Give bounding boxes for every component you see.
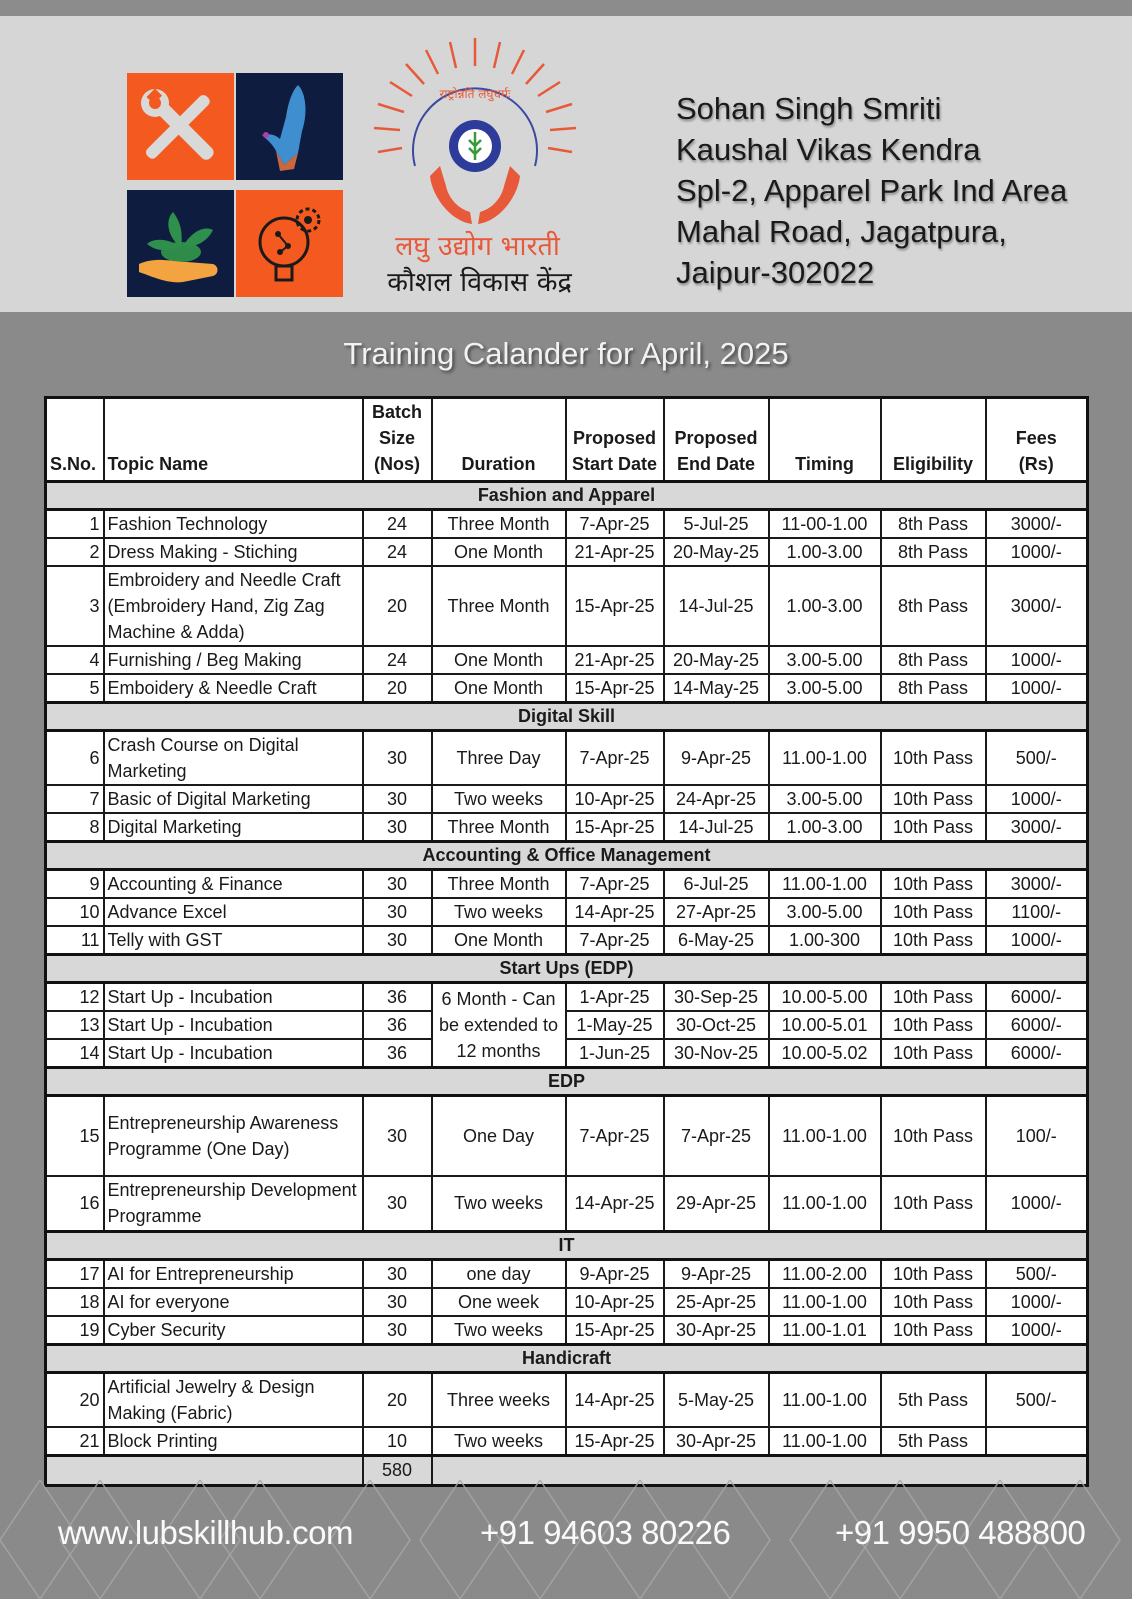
end-date-cell: 6-Jul-25	[664, 870, 769, 899]
sno-cell: 12	[46, 983, 104, 1012]
topic-cell: Advance Excel	[104, 898, 363, 926]
section-header-row	[46, 482, 1088, 510]
hand-bird-icon	[236, 73, 343, 180]
start-date-cell: 15-Apr-25	[566, 1316, 664, 1345]
timing-cell: 11.00-1.00	[769, 1288, 881, 1316]
duration-cell: One Month	[432, 926, 566, 955]
start-date-cell: 1-Apr-25	[566, 983, 664, 1012]
end-date-cell: 7-Apr-25	[664, 1096, 769, 1176]
sno-cell: 6	[46, 731, 104, 786]
start-date-cell: 21-Apr-25	[566, 538, 664, 566]
timing-cell: 11.00-1.00	[769, 870, 881, 899]
table-row	[46, 1427, 1088, 1456]
start-date-cell: 7-Apr-25	[566, 731, 664, 786]
eligibility-cell: 10th Pass	[881, 1316, 986, 1345]
topic-cell: Artificial Jewelry & Design Making (Fabric)	[104, 1373, 363, 1428]
timing-cell: 1.00-300	[769, 926, 881, 955]
timing-cell: 1.00-3.00	[769, 813, 881, 842]
table-row	[46, 1373, 1088, 1428]
org-hindi-name: लघु उद्योग भारती	[395, 231, 560, 262]
fees-cell	[986, 1427, 1088, 1456]
eligibility-cell: 8th Pass	[881, 538, 986, 566]
total-batch-cell: 580	[363, 1456, 432, 1486]
topic-cell: Block Printing	[104, 1427, 363, 1456]
sno-cell: 16	[46, 1176, 104, 1232]
end-date-cell: 25-Apr-25	[664, 1288, 769, 1316]
eligibility-cell: 8th Pass	[881, 566, 986, 646]
end-date-cell: 20-May-25	[664, 538, 769, 566]
topic-cell: Start Up - Incubation	[104, 1011, 363, 1039]
sno-cell: 8	[46, 813, 104, 842]
timing-cell: 10.00-5.02	[769, 1039, 881, 1068]
start-date-cell: 21-Apr-25	[566, 646, 664, 674]
phone-number-2[interactable]: +91 9950 488800	[835, 1514, 1086, 1551]
tools-icon	[127, 73, 234, 180]
fees-cell: 6000/-	[986, 1039, 1088, 1068]
batch-size-cell: 20	[363, 674, 432, 703]
duration-cell: One Month	[432, 674, 566, 703]
phone-number-1[interactable]: +91 94603 80226	[480, 1514, 731, 1551]
topic-cell: Crash Course on Digital Marketing	[104, 731, 363, 786]
duration-cell: One Month	[432, 646, 566, 674]
timing-cell: 11.00-2.00	[769, 1260, 881, 1289]
section-title: Handicraft	[46, 1345, 1088, 1373]
eligibility-cell: 10th Pass	[881, 1288, 986, 1316]
org-hindi-subtitle: कौशल विकास केंद्र	[387, 267, 572, 298]
end-date-cell: 14-Jul-25	[664, 566, 769, 646]
start-date-cell: 1-Jun-25	[566, 1039, 664, 1068]
section-header-row	[46, 1068, 1088, 1096]
eligibility-cell: 8th Pass	[881, 510, 986, 539]
table-row	[46, 870, 1088, 899]
fees-cell: 1000/-	[986, 674, 1088, 703]
timing-cell: 1.00-3.00	[769, 538, 881, 566]
table-row	[46, 1096, 1088, 1176]
duration-cell: Three Month	[432, 510, 566, 539]
section-header-row	[46, 703, 1088, 731]
start-date-cell: 15-Apr-25	[566, 566, 664, 646]
batch-size-cell: 10	[363, 1427, 432, 1456]
col-duration: Duration	[432, 398, 566, 482]
eligibility-cell: 10th Pass	[881, 1260, 986, 1289]
table-row	[46, 646, 1088, 674]
section-title: Fashion and Apparel	[46, 482, 1088, 510]
table-row	[46, 674, 1088, 703]
table-row	[46, 898, 1088, 926]
topic-cell: Start Up - Incubation	[104, 983, 363, 1012]
fees-cell: 6000/-	[986, 983, 1088, 1012]
start-date-cell: 10-Apr-25	[566, 1288, 664, 1316]
col-batch: Batch Size (Nos)	[363, 398, 432, 482]
sno-cell: 10	[46, 898, 104, 926]
duration-cell: Two weeks	[432, 785, 566, 813]
topic-cell: Cyber Security	[104, 1316, 363, 1345]
timing-cell: 11.00-1.00	[769, 1427, 881, 1456]
batch-size-cell: 30	[363, 1316, 432, 1345]
col-fees: Fees (Rs)	[986, 398, 1088, 482]
fees-cell: 1000/-	[986, 538, 1088, 566]
fees-cell: 6000/-	[986, 1011, 1088, 1039]
eligibility-cell: 10th Pass	[881, 983, 986, 1012]
training-calendar-table	[44, 396, 1089, 1487]
section-header-row	[46, 842, 1088, 870]
fees-cell: 3000/-	[986, 566, 1088, 646]
table-row	[46, 1039, 1088, 1068]
sno-cell: 17	[46, 1260, 104, 1289]
duration-cell: One Month	[432, 538, 566, 566]
end-date-cell: 30-Sep-25	[664, 983, 769, 1012]
sno-cell: 20	[46, 1373, 104, 1428]
address-block	[676, 88, 1067, 293]
section-title: Digital Skill	[46, 703, 1088, 731]
topic-cell: Entrepreneurship Awareness Programme (One Day)	[104, 1096, 363, 1176]
fees-cell: 1000/-	[986, 1176, 1088, 1232]
timing-cell: 11.00-1.00	[769, 731, 881, 786]
col-sno: S.No.	[46, 398, 104, 482]
batch-size-cell: 30	[363, 870, 432, 899]
sno-cell: 9	[46, 870, 104, 899]
table-row	[46, 1176, 1088, 1232]
start-date-cell: 1-May-25	[566, 1011, 664, 1039]
batch-size-cell: 24	[363, 646, 432, 674]
topic-cell: AI for Entrepreneurship	[104, 1260, 363, 1289]
sno-cell: 7	[46, 785, 104, 813]
sno-cell: 1	[46, 510, 104, 539]
table-row	[46, 538, 1088, 566]
sno-cell: 5	[46, 674, 104, 703]
sno-cell: 11	[46, 926, 104, 955]
eligibility-cell: 10th Pass	[881, 898, 986, 926]
address-line: Kaushal Vikas Kendra	[676, 132, 981, 167]
fees-cell: 1000/-	[986, 785, 1088, 813]
duration-cell: Three weeks	[432, 1373, 566, 1428]
topic-cell: Embroidery and Needle Craft (Embroidery Hand, Zig Zag Machine & Adda)	[104, 566, 363, 646]
end-date-cell: 5-May-25	[664, 1373, 769, 1428]
start-date-cell: 7-Apr-25	[566, 510, 664, 539]
sno-cell: 14	[46, 1039, 104, 1068]
timing-cell: 3.00-5.00	[769, 646, 881, 674]
timing-cell: 11.00-1.00	[769, 1096, 881, 1176]
batch-size-cell: 30	[363, 898, 432, 926]
section-title: Start Ups (EDP)	[46, 955, 1088, 983]
sno-cell: 21	[46, 1427, 104, 1456]
fees-cell: 500/-	[986, 1260, 1088, 1289]
duration-cell: Two weeks	[432, 898, 566, 926]
topic-cell: Emboidery & Needle Craft	[104, 674, 363, 703]
table-row	[46, 1011, 1088, 1039]
section-header-row	[46, 1345, 1088, 1373]
topic-cell: Basic of Digital Marketing	[104, 785, 363, 813]
fees-cell: 1000/-	[986, 646, 1088, 674]
topic-cell: Fashion Technology	[104, 510, 363, 539]
duration-cell: Two weeks	[432, 1427, 566, 1456]
timing-cell: 3.00-5.00	[769, 898, 881, 926]
topic-cell: AI for everyone	[104, 1288, 363, 1316]
col-end-date: Proposed End Date	[664, 398, 769, 482]
batch-size-cell: 30	[363, 1288, 432, 1316]
table-row	[46, 813, 1088, 842]
batch-size-cell: 30	[363, 813, 432, 842]
batch-size-cell: 24	[363, 510, 432, 539]
start-date-cell: 7-Apr-25	[566, 870, 664, 899]
topic-cell: Dress Making - Stiching	[104, 538, 363, 566]
start-date-cell: 7-Apr-25	[566, 926, 664, 955]
end-date-cell: 30-Nov-25	[664, 1039, 769, 1068]
duration-cell: One week	[432, 1288, 566, 1316]
duration-cell: One Day	[432, 1096, 566, 1176]
end-date-cell: 24-Apr-25	[664, 785, 769, 813]
end-date-cell: 5-Jul-25	[664, 510, 769, 539]
duration-cell: 6 Month - Can be extended to 12 months	[432, 983, 566, 1068]
section-header-row	[46, 955, 1088, 983]
end-date-cell: 9-Apr-25	[664, 731, 769, 786]
table-row	[46, 1260, 1088, 1289]
start-date-cell: 15-Apr-25	[566, 674, 664, 703]
table-header-row	[46, 398, 1088, 482]
fees-cell: 3000/-	[986, 813, 1088, 842]
table-row	[46, 510, 1088, 539]
batch-size-cell: 30	[363, 731, 432, 786]
topic-cell: Accounting & Finance	[104, 870, 363, 899]
eligibility-cell: 10th Pass	[881, 813, 986, 842]
duration-cell: one day	[432, 1260, 566, 1289]
batch-size-cell: 30	[363, 1176, 432, 1232]
batch-size-cell: 30	[363, 785, 432, 813]
address-line: Jaipur-302022	[676, 255, 875, 290]
timing-cell: 11.00-1.00	[769, 1176, 881, 1232]
duration-cell: Two weeks	[432, 1316, 566, 1345]
section-header-row	[46, 1232, 1088, 1260]
duration-cell: Three Month	[432, 813, 566, 842]
end-date-cell: 9-Apr-25	[664, 1260, 769, 1289]
address-line: Mahal Road, Jagatpura,	[676, 214, 1007, 249]
end-date-cell: 14-May-25	[664, 674, 769, 703]
topic-cell: Furnishing / Beg Making	[104, 646, 363, 674]
section-title: EDP	[46, 1068, 1088, 1096]
fees-cell: 1000/-	[986, 1288, 1088, 1316]
timing-cell: 3.00-5.00	[769, 785, 881, 813]
col-timing: Timing	[769, 398, 881, 482]
topic-cell: Telly with GST	[104, 926, 363, 955]
end-date-cell: 27-Apr-25	[664, 898, 769, 926]
section-title: Accounting & Office Management	[46, 842, 1088, 870]
eligibility-cell: 8th Pass	[881, 674, 986, 703]
fees-cell: 3000/-	[986, 510, 1088, 539]
batch-size-cell: 30	[363, 1260, 432, 1289]
start-date-cell: 9-Apr-25	[566, 1260, 664, 1289]
duration-cell: Three Month	[432, 870, 566, 899]
eligibility-cell: 10th Pass	[881, 926, 986, 955]
fees-cell: 1100/-	[986, 898, 1088, 926]
end-date-cell: 30-Oct-25	[664, 1011, 769, 1039]
start-date-cell: 14-Apr-25	[566, 1373, 664, 1428]
eligibility-cell: 5th Pass	[881, 1373, 986, 1428]
top-strip	[0, 0, 1132, 16]
page-title: Training Calander for April, 2025	[343, 336, 789, 371]
timing-cell: 3.00-5.00	[769, 674, 881, 703]
sno-cell: 3	[46, 566, 104, 646]
end-date-cell: 6-May-25	[664, 926, 769, 955]
eligibility-cell: 8th Pass	[881, 646, 986, 674]
timing-cell: 1.00-3.00	[769, 566, 881, 646]
table-row	[46, 785, 1088, 813]
duration-cell: Three Month	[432, 566, 566, 646]
eligibility-cell: 10th Pass	[881, 1011, 986, 1039]
start-date-cell: 14-Apr-25	[566, 898, 664, 926]
eligibility-cell: 10th Pass	[881, 785, 986, 813]
lightbulb-gear-icon	[236, 190, 343, 297]
col-eligibility: Eligibility	[881, 398, 986, 482]
timing-cell: 10.00-5.00	[769, 983, 881, 1012]
start-date-cell: 14-Apr-25	[566, 1176, 664, 1232]
batch-size-cell: 36	[363, 1039, 432, 1068]
start-date-cell: 15-Apr-25	[566, 813, 664, 842]
fees-cell: 500/-	[986, 731, 1088, 786]
table-row	[46, 983, 1088, 1012]
header-band	[0, 16, 1132, 312]
fees-cell: 500/-	[986, 1373, 1088, 1428]
fees-cell: 1000/-	[986, 926, 1088, 955]
plant-in-hand-icon	[127, 190, 234, 297]
end-date-cell: 29-Apr-25	[664, 1176, 769, 1232]
batch-size-cell: 30	[363, 926, 432, 955]
col-start-date: Proposed Start Date	[566, 398, 664, 482]
fees-cell: 100/-	[986, 1096, 1088, 1176]
batch-size-cell: 20	[363, 1373, 432, 1428]
eligibility-cell: 10th Pass	[881, 870, 986, 899]
col-topic: Topic Name	[104, 398, 363, 482]
topic-cell: Entrepreneurship Development Programme	[104, 1176, 363, 1232]
end-date-cell: 30-Apr-25	[664, 1427, 769, 1456]
sno-cell: 13	[46, 1011, 104, 1039]
website-link[interactable]: www.lubskillhub.com	[58, 1514, 353, 1551]
eligibility-cell: 5th Pass	[881, 1427, 986, 1456]
topic-cell: Start Up - Incubation	[104, 1039, 363, 1068]
section-title: IT	[46, 1232, 1088, 1260]
table-row	[46, 566, 1088, 646]
sno-cell: 15	[46, 1096, 104, 1176]
end-date-cell: 20-May-25	[664, 646, 769, 674]
eligibility-cell: 10th Pass	[881, 731, 986, 786]
start-date-cell: 15-Apr-25	[566, 1427, 664, 1456]
timing-cell: 11.00-1.01	[769, 1316, 881, 1345]
address-line: Spl-2, Apparel Park Ind Area	[676, 173, 1068, 208]
sno-cell: 4	[46, 646, 104, 674]
table-row	[46, 731, 1088, 786]
end-date-cell: 30-Apr-25	[664, 1316, 769, 1345]
duration-cell: Three Day	[432, 731, 566, 786]
timing-cell: 10.00-5.01	[769, 1011, 881, 1039]
eligibility-cell: 10th Pass	[881, 1096, 986, 1176]
start-date-cell: 10-Apr-25	[566, 785, 664, 813]
timing-cell: 11-00-1.00	[769, 510, 881, 539]
fees-cell: 1000/-	[986, 1316, 1088, 1345]
batch-size-cell: 20	[363, 566, 432, 646]
table-row	[46, 1316, 1088, 1345]
topic-cell: Digital Marketing	[104, 813, 363, 842]
sno-cell: 19	[46, 1316, 104, 1345]
table-row	[46, 1288, 1088, 1316]
batch-size-cell: 36	[363, 1011, 432, 1039]
eligibility-cell: 10th Pass	[881, 1176, 986, 1232]
address-line: Sohan Singh Smriti	[676, 91, 942, 126]
duration-cell: Two weeks	[432, 1176, 566, 1232]
batch-size-cell: 30	[363, 1096, 432, 1176]
sno-cell: 2	[46, 538, 104, 566]
table-row	[46, 926, 1088, 955]
svg-text:राष्ट्रोन्नति लघुधर्मः: राष्ट्रोन्नति लघुधर्मः	[439, 87, 511, 101]
eligibility-cell: 10th Pass	[881, 1039, 986, 1068]
batch-size-cell: 24	[363, 538, 432, 566]
timing-cell: 11.00-1.00	[769, 1373, 881, 1428]
start-date-cell: 7-Apr-25	[566, 1096, 664, 1176]
sno-cell: 18	[46, 1288, 104, 1316]
batch-size-cell: 36	[363, 983, 432, 1012]
fees-cell: 3000/-	[986, 870, 1088, 899]
emblem-logo	[370, 36, 580, 236]
end-date-cell: 14-Jul-25	[664, 813, 769, 842]
